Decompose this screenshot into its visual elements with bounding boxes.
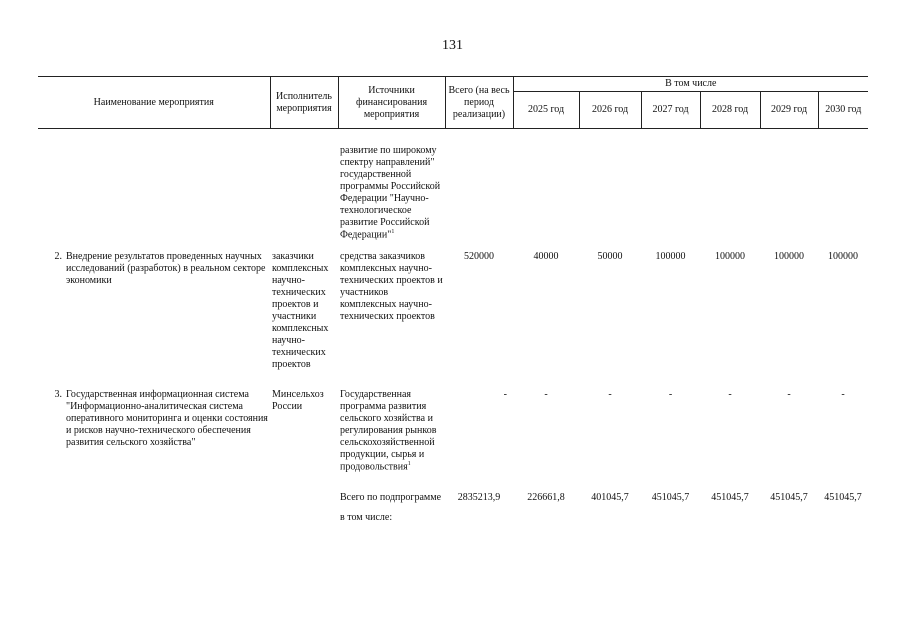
page-number: 131	[442, 38, 463, 53]
table-row	[38, 249, 868, 373]
header-sources: Источники финансирования мероприятия	[338, 77, 445, 129]
row-name: Государственная информационная система "Информационно-аналитическая система оперативного мониторинга и оценки состояния и рисков научно-технического обеспечения развития сельского хозяйства"	[66, 389, 268, 449]
row-value: -	[841, 389, 845, 401]
row-value: -	[787, 389, 791, 401]
summary-label: Всего по подпрограмме	[340, 491, 442, 503]
header-year: 2029 год	[760, 92, 818, 129]
row-value: 40000	[533, 251, 559, 263]
summary-row	[38, 490, 868, 506]
row-value: 100000	[774, 251, 805, 263]
row-value: 100000	[655, 251, 686, 263]
table-header	[38, 77, 868, 129]
row-value: -	[608, 389, 612, 401]
row-value: -	[544, 389, 548, 401]
continuation-source: развитие по широкому спектру направлений" государственной программы Российской Федерации "Научно-технологическое развитие Российской Федерации"$^1$	[340, 145, 441, 241]
header-total: Всего (на весь период реализации)	[445, 77, 513, 129]
header-year: 2028 год	[700, 92, 760, 129]
header-including: В том числе	[513, 77, 868, 92]
row-value: 100000	[828, 251, 859, 263]
budget-table	[38, 76, 868, 526]
header-year: 2030 год	[818, 92, 868, 129]
row-executor: заказчики комплексных научно-технических проектов и участники комплексных научно-технических проектов	[272, 251, 329, 371]
row-total: -	[503, 389, 508, 401]
row-value: -	[668, 389, 673, 401]
row-executor: Минсельхоз России	[272, 389, 324, 413]
row-value: 50000	[597, 251, 623, 263]
table-row	[38, 387, 868, 475]
row-name: Внедрение результатов проведенных научных исследований (разработок) в реальном секторе экономики	[66, 251, 266, 287]
row-number: 3.	[54, 389, 62, 401]
summary-value: 401045,7	[591, 491, 629, 503]
summary-value: 451045,7	[824, 491, 862, 503]
footnote-mark: 1	[407, 461, 411, 468]
header-year: 2027 год	[641, 92, 700, 129]
summary-value: 451045,7	[770, 491, 808, 503]
summary-value: 451045,7	[711, 491, 749, 503]
summary-value: 226661,8	[527, 491, 565, 503]
including-label: в том числе:	[340, 511, 393, 523]
row-source: средства заказчиков комплексных научно-технических проектов и участников комплексных научно-технических проектов	[340, 251, 443, 323]
header-year: 2026 год	[579, 92, 641, 129]
including-row	[38, 506, 868, 526]
footnote-mark: 1	[391, 229, 395, 235]
row-source: Государственная программа развития сельского хозяйства и регулирования рынков сельскохозяйственной продукции, сырья и продовольствия$^1$	[340, 389, 437, 473]
row-total: 520000	[464, 251, 495, 263]
header-year: 2025 год	[513, 92, 579, 129]
header-name: Наименование мероприятия	[38, 77, 270, 129]
summary-value: 451045,7	[651, 491, 690, 503]
row-value: -	[728, 389, 732, 401]
summary-total: 2835213,9	[457, 491, 501, 503]
row-value: 100000	[715, 251, 746, 263]
header-executor: Исполнитель мероприятия	[270, 77, 338, 129]
row-number: 2.	[54, 251, 62, 263]
table-row-continuation	[38, 143, 868, 249]
